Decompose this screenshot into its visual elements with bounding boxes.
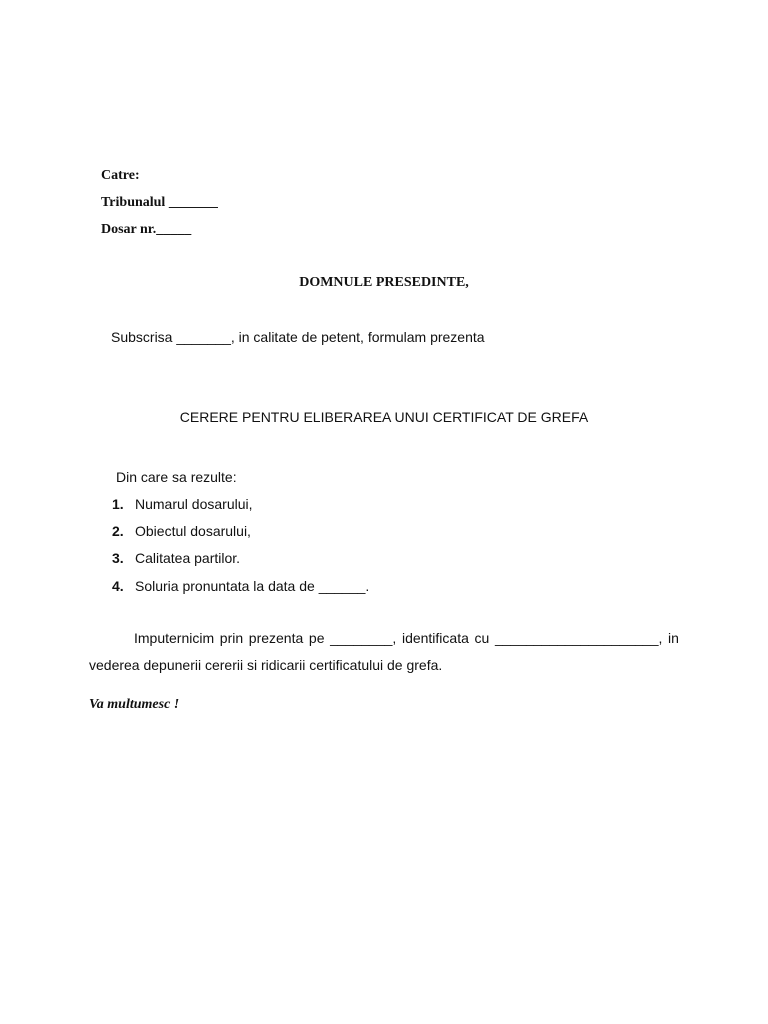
list-item-number: 3. <box>112 550 124 566</box>
mandate-word: ________, <box>330 630 397 646</box>
list-item <box>112 577 369 595</box>
list-lead: Din care sa rezulte: <box>116 469 237 485</box>
mandate-word: cu <box>474 630 490 646</box>
list-item-number: 1. <box>112 496 124 512</box>
list-item <box>112 549 240 567</box>
case-number-line: Dosar nr._____ <box>101 222 192 237</box>
intro-paragraph: Subscrisa _______, in calitate de petent, formulam prezenta <box>111 329 485 345</box>
list-item-text: Soluria pronuntata la data de ______. <box>135 578 370 594</box>
list-item <box>112 522 251 540</box>
list-item-number: 4. <box>112 578 124 594</box>
mandate-word: in <box>668 630 679 646</box>
mandate-word: pe <box>308 630 325 646</box>
mandate-word: _____________________, <box>494 630 663 646</box>
list-item-text: Numarul dosarului, <box>135 496 253 512</box>
request-title: CERERE PENTRU ELIBERAREA UNUI CERTIFICAT DE GREFA <box>179 409 589 425</box>
addressee-label: Catre: <box>101 168 140 183</box>
mandate-word: identificata <box>401 630 469 646</box>
list-item <box>112 495 253 513</box>
mandate-word: prin <box>219 630 244 646</box>
list-item-number: 2. <box>112 523 124 539</box>
tribunal-line: Tribunalul _______ <box>101 195 218 210</box>
mandate-line-1 <box>89 629 679 647</box>
list-item-text: Calitatea partilor. <box>135 550 241 566</box>
list-item-text: Obiectul dosarului, <box>135 523 251 539</box>
mandate-word: Imputernicim <box>134 630 215 646</box>
mandate-paragraph <box>89 629 679 674</box>
mandate-line-2: vederea depunerii cererii si ridicarii certificatului de grefa. <box>89 657 443 673</box>
closing-line: Va multumesc ! <box>89 697 180 712</box>
salutation: DOMNULE PRESEDINTE, <box>299 275 469 290</box>
mandate-word: prezenta <box>248 630 304 646</box>
